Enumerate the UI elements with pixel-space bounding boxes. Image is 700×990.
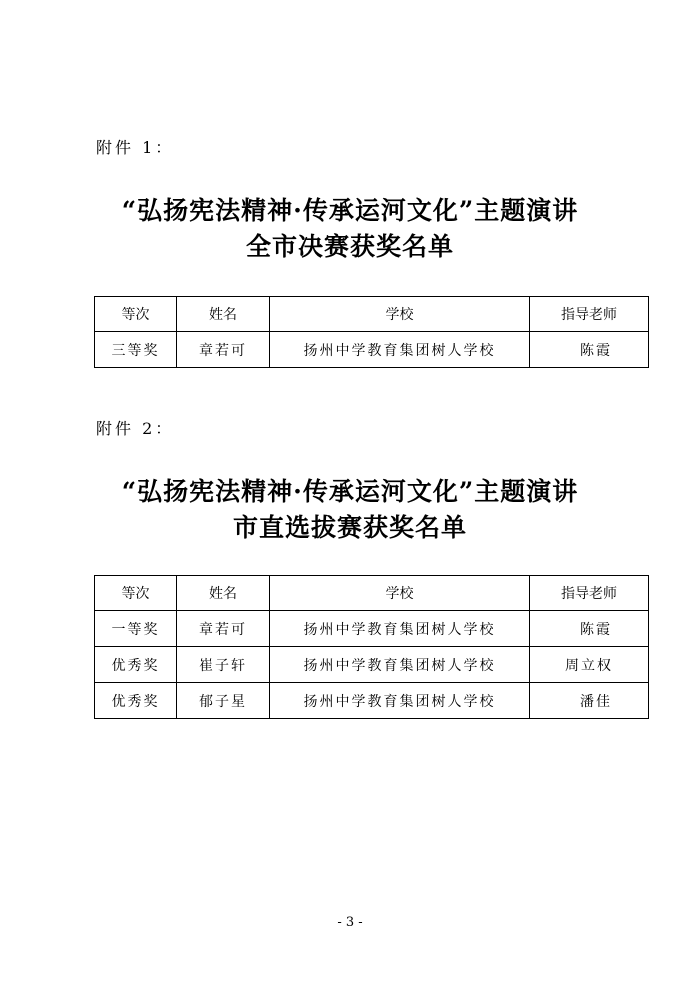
section2-title <box>0 474 700 546</box>
cell-name: 章若可 <box>177 332 270 368</box>
section1-title-line1: “弘扬宪法精神·传承运河文化”主题演讲 <box>121 196 579 225</box>
cell-school: 扬州中学教育集团树人学校 <box>270 683 530 719</box>
header-rank: 等次 <box>95 576 177 611</box>
cell-name: 郁子星 <box>177 683 270 719</box>
cell-name: 章若可 <box>177 611 270 647</box>
section1-award-table <box>94 296 649 368</box>
page-number: - 3 - <box>337 915 363 930</box>
cell-teacher: 陈霞 <box>530 611 649 647</box>
cell-teacher: 周立权 <box>530 647 649 683</box>
section2-award-table <box>94 575 649 719</box>
section2-title-line1: “弘扬宪法精神·传承运河文化”主题演讲 <box>121 477 579 506</box>
table-row <box>95 611 649 647</box>
table-header-row <box>95 576 649 611</box>
header-school: 学校 <box>270 576 530 611</box>
table-header-row <box>95 297 649 332</box>
cell-school: 扬州中学教育集团树人学校 <box>270 647 530 683</box>
section2-title-line2: 市直选拔赛获奖名单 <box>232 513 467 542</box>
attachment-1-label: 附件 1： <box>96 138 175 157</box>
section1-title-line2: 全市决赛获奖名单 <box>245 232 454 261</box>
cell-teacher: 潘佳 <box>530 683 649 719</box>
header-rank: 等次 <box>95 297 177 332</box>
cell-rank: 三等奖 <box>95 332 177 368</box>
header-name: 姓名 <box>177 297 270 332</box>
header-teacher: 指导老师 <box>530 576 649 611</box>
cell-teacher: 陈霞 <box>530 332 649 368</box>
attachment-2-label: 附件 2： <box>96 419 175 438</box>
cell-rank: 一等奖 <box>95 611 177 647</box>
cell-rank: 优秀奖 <box>95 683 177 719</box>
header-school: 学校 <box>270 297 530 332</box>
header-teacher: 指导老师 <box>530 297 649 332</box>
cell-school: 扬州中学教育集团树人学校 <box>270 332 530 368</box>
table-row <box>95 647 649 683</box>
cell-rank: 优秀奖 <box>95 647 177 683</box>
cell-name: 崔子轩 <box>177 647 270 683</box>
header-name: 姓名 <box>177 576 270 611</box>
section1-title <box>0 193 700 265</box>
table-row <box>95 683 649 719</box>
cell-school: 扬州中学教育集团树人学校 <box>270 611 530 647</box>
table-row <box>95 332 649 368</box>
